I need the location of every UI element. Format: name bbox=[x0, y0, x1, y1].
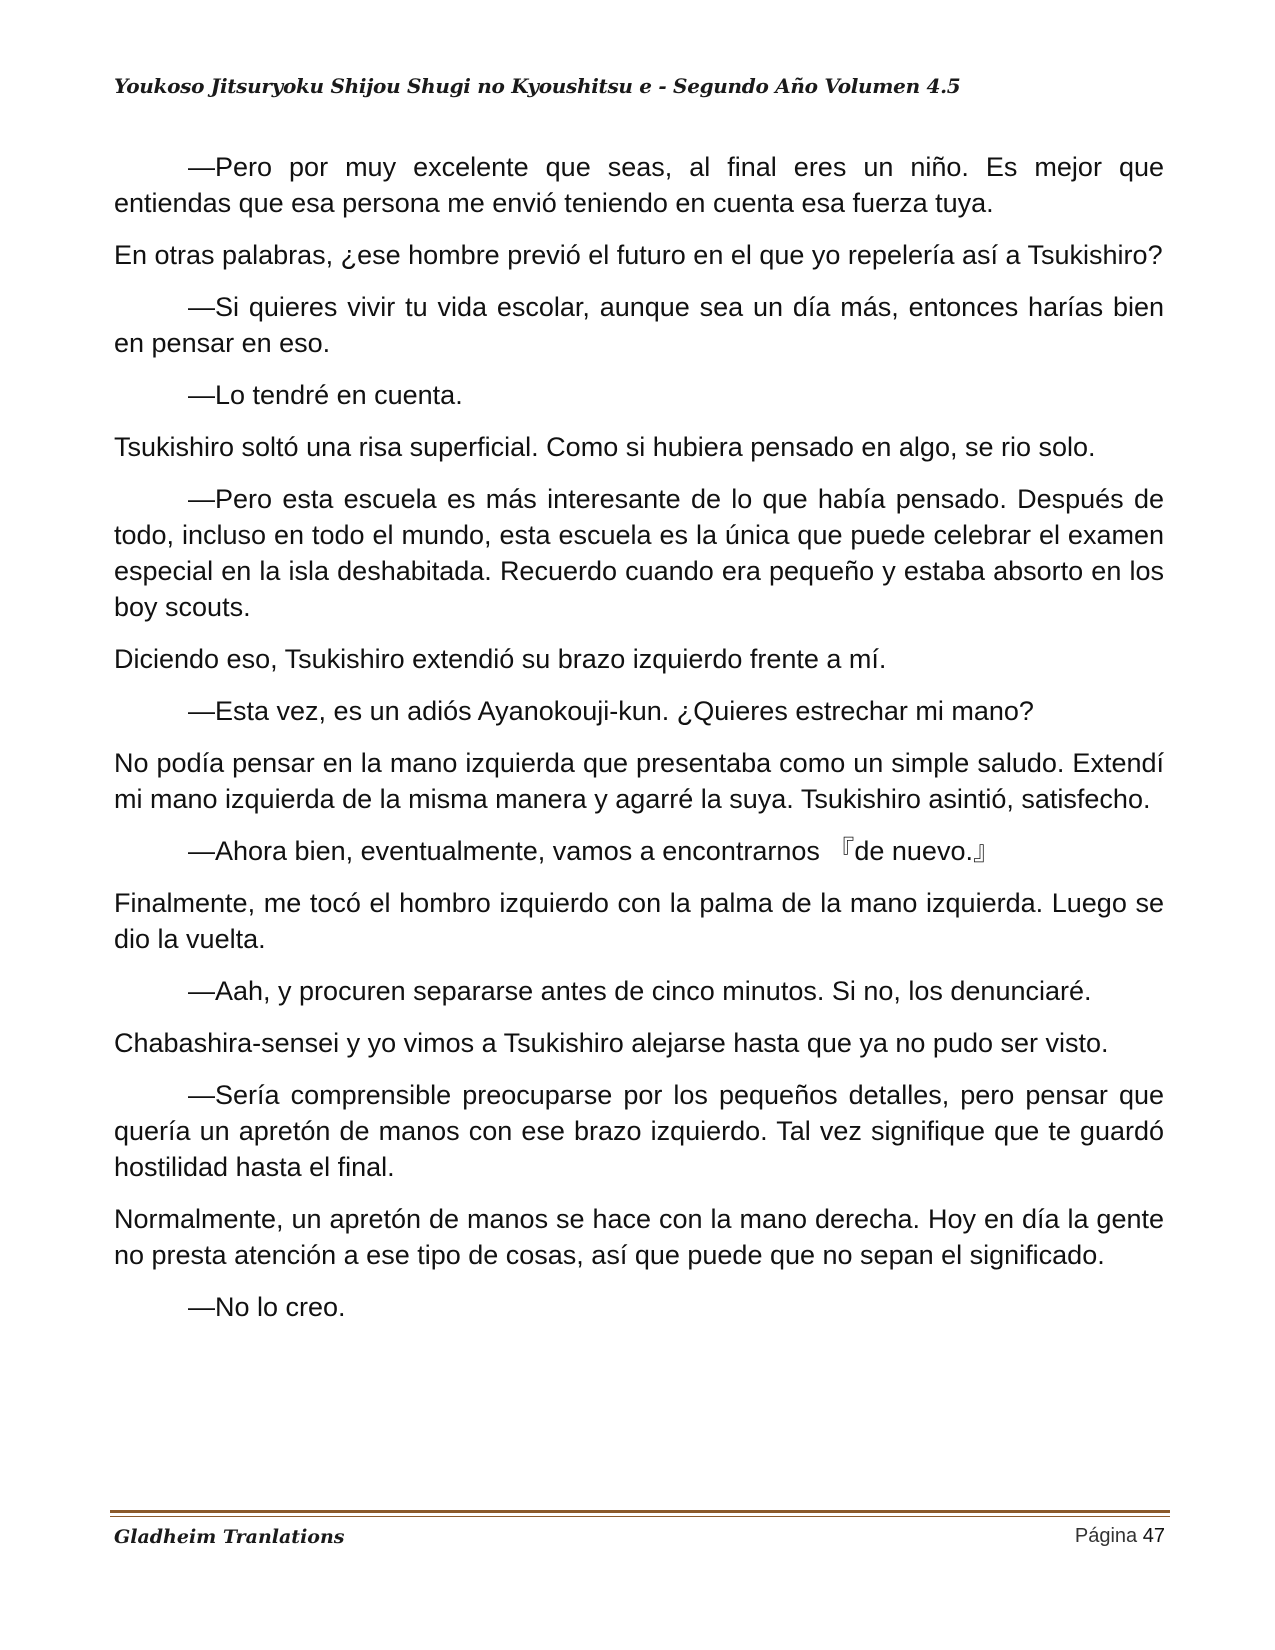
paragraph: Chabashira-sensei y yo vimos a Tsukishiro alejarse hasta que ya no pudo ser visto. bbox=[114, 1028, 1109, 1058]
page-number-block bbox=[1075, 1525, 1165, 1548]
footer-divider bbox=[110, 1510, 1170, 1513]
page-number: 47 bbox=[1142, 1525, 1165, 1547]
paragraph: No podía pensar en la mano izquierda que presentaba como un simple saludo. Extendí mi mano izquierda de la misma manera y agarré la suya. Tsukishiro asintió, satisfecho. bbox=[114, 748, 1164, 814]
paragraph: Diciendo eso, Tsukishiro extendió su brazo izquierdo frente a mí. bbox=[114, 644, 887, 674]
paragraph: —Aah, y procuren separarse antes de cinco minutos. Si no, los denunciaré. bbox=[188, 976, 1092, 1006]
page-body bbox=[114, 149, 1164, 1341]
paragraph: Tsukishiro soltó una risa superficial. Como si hubiera pensado en algo, se rio solo. bbox=[114, 432, 1096, 462]
paragraph: Finalmente, me tocó el hombro izquierdo con la palma de la mano izquierda. Luego se dio la vuelta. bbox=[114, 888, 1164, 954]
paragraph: Normalmente, un apretón de manos se hace con la mano derecha. Hoy en día la gente no presta atención a ese tipo de cosas, así que puede que no sepan el significado. bbox=[114, 1204, 1164, 1270]
paragraph: —Si quieres vivir tu vida escolar, aunque sea un día más, entonces harías bien en pensar en eso. bbox=[114, 292, 1164, 358]
paragraph: —Lo tendré en cuenta. bbox=[188, 380, 463, 410]
footer-divider-thin bbox=[110, 1516, 1170, 1517]
paragraph: —Esta vez, es un adiós Ayanokouji-kun. ¿Quieres estrechar mi mano? bbox=[188, 696, 1034, 726]
running-header: Youkoso Jitsuryoku Shijou Shugi no Kyoushitsu e - Segundo Año Volumen 4.5 bbox=[114, 74, 961, 98]
paragraph: —Sería comprensible preocuparse por los pequeños detalles, pero pensar que quería un apretón de manos con ese brazo izquierdo. Tal vez signifique que te guardó hostilidad hasta el final. bbox=[114, 1080, 1164, 1182]
page-label: Página bbox=[1074, 1525, 1138, 1547]
footer-credit: Gladheim Tranlations bbox=[114, 1526, 345, 1548]
paragraph: —Ahora bien, eventualmente, vamos a encontrarnos 『de nuevo.』 bbox=[188, 836, 1000, 866]
paragraph: —No lo creo. bbox=[188, 1292, 346, 1322]
paragraph: En otras palabras, ¿ese hombre previó el futuro en el que yo repelería así a Tsukishiro? bbox=[114, 240, 1163, 270]
paragraph: —Pero por muy excelente que seas, al final eres un niño. Es mejor que entiendas que esa persona me envió teniendo en cuenta esa fuerza tuya. bbox=[114, 152, 1164, 218]
paragraph: —Pero esta escuela es más interesante de lo que había pensado. Después de todo, incluso en todo el mundo, esta escuela es la única que puede celebrar el examen especial en la isla deshabitada. Recuerdo cuando era pequeño y estaba absorto en los boy scouts. bbox=[114, 484, 1164, 622]
